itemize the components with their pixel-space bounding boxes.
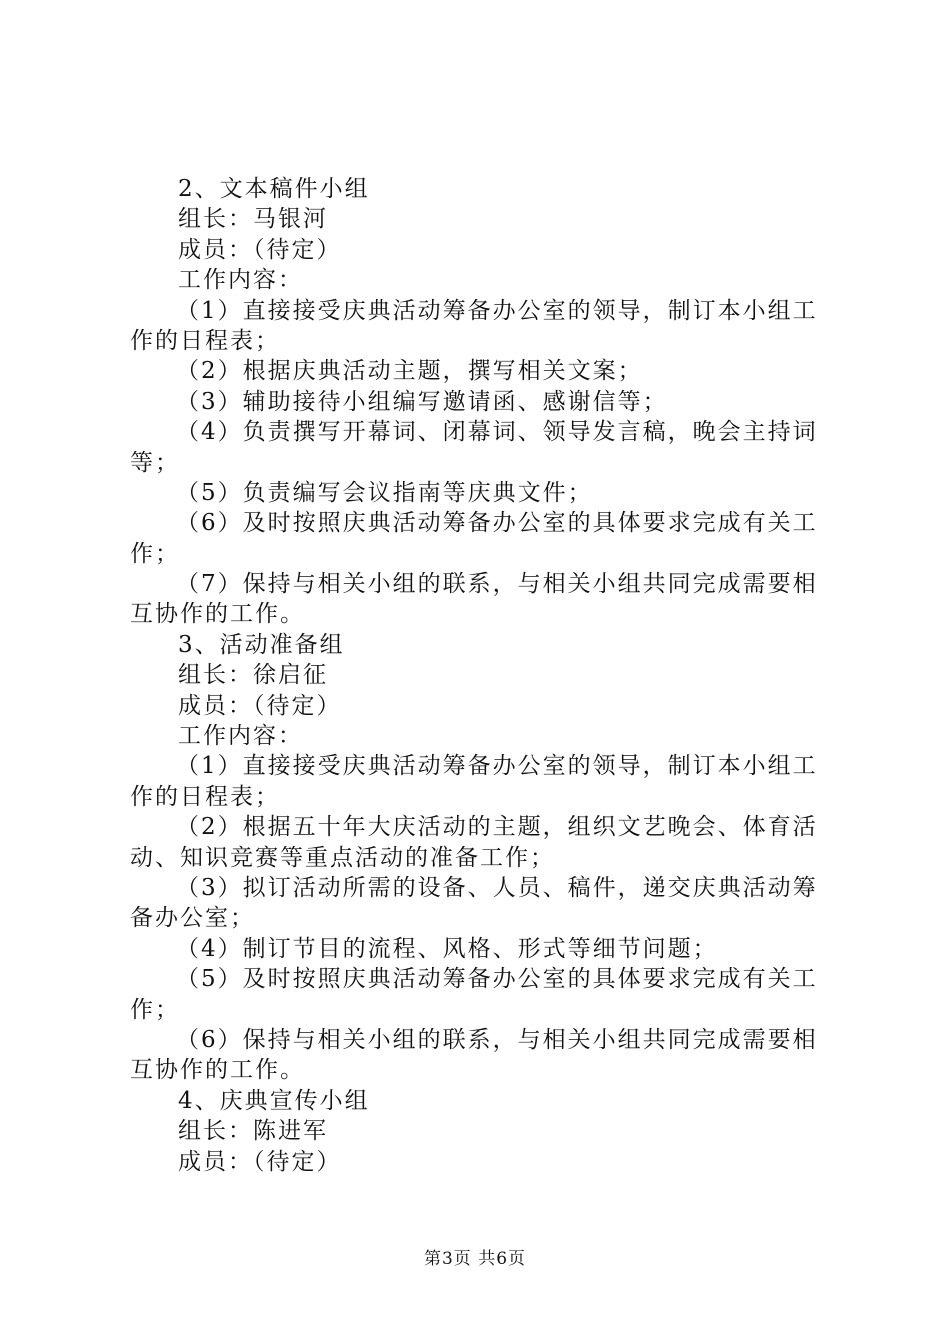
list-item-continuation: 作；: [130, 996, 180, 1023]
group-leader: 组长：马银河: [178, 206, 328, 233]
list-item: （4）制订节目的流程、风格、形式等细节问题；: [176, 935, 718, 962]
list-item: （1）直接接受庆典活动筹备办公室的领导，制订本小组工: [176, 297, 818, 324]
section-heading: 2、文本稿件小组: [178, 176, 370, 202]
list-item-continuation: 作；: [130, 540, 180, 567]
list-item-continuation: 备办公室；: [130, 905, 255, 932]
list-item: （5）负责编写会议指南等庆典文件；: [176, 479, 593, 506]
group-leader: 组长：陈进军: [178, 1118, 328, 1145]
list-item: （4）负责撰写开幕词、闭幕词、领导发言稿，晚会主持词: [176, 419, 818, 446]
group-members: 成员：（待定）: [178, 1148, 342, 1175]
list-item-continuation: 动、知识竞赛等重点活动的准备工作；: [130, 844, 555, 871]
list-item-continuation: 等；: [130, 449, 180, 476]
list-item: （2）根据庆典活动主题，撰写相关文案；: [176, 358, 643, 385]
group-members: 成员：（待定）: [178, 692, 342, 719]
group-members: 成员：（待定）: [178, 236, 342, 263]
list-item: （1）直接接受庆典活动筹备办公室的领导，制订本小组工: [176, 753, 818, 780]
list-item: （6）保持与相关小组的联系，与相关小组共同完成需要相: [176, 1026, 818, 1053]
list-item: （3）拟订活动所需的设备、人员、稿件，递交庆典活动筹: [176, 874, 818, 901]
list-item-continuation: 作的日程表；: [130, 327, 280, 354]
section-heading: 3、活动准备组: [178, 631, 345, 658]
list-item-continuation: 互协作的工作。: [130, 601, 305, 628]
page-number-footer: 第3页 共6页: [423, 1249, 527, 1269]
group-leader: 组长：徐启征: [178, 662, 328, 689]
work-content-label: 工作内容：: [178, 723, 303, 750]
list-item: （2）根据五十年大庆活动的主题，组织文艺晚会、体育活: [176, 814, 818, 841]
list-item: （3）辅助接待小组编写邀请函、感谢信等；: [176, 388, 668, 415]
document-body: [130, 174, 830, 1177]
list-item: （6）及时按照庆典活动筹备办公室的具体要求完成有关工: [176, 510, 818, 537]
list-item: （5）及时按照庆典活动筹备办公室的具体要求完成有关工: [176, 966, 818, 993]
list-item: （7）保持与相关小组的联系，与相关小组共同完成需要相: [176, 571, 818, 598]
list-item-continuation: 互协作的工作。: [130, 1057, 305, 1084]
section-heading: 4、庆典宣传小组: [178, 1087, 370, 1114]
work-content-label: 工作内容：: [178, 267, 303, 294]
list-item-continuation: 作的日程表；: [130, 783, 280, 810]
